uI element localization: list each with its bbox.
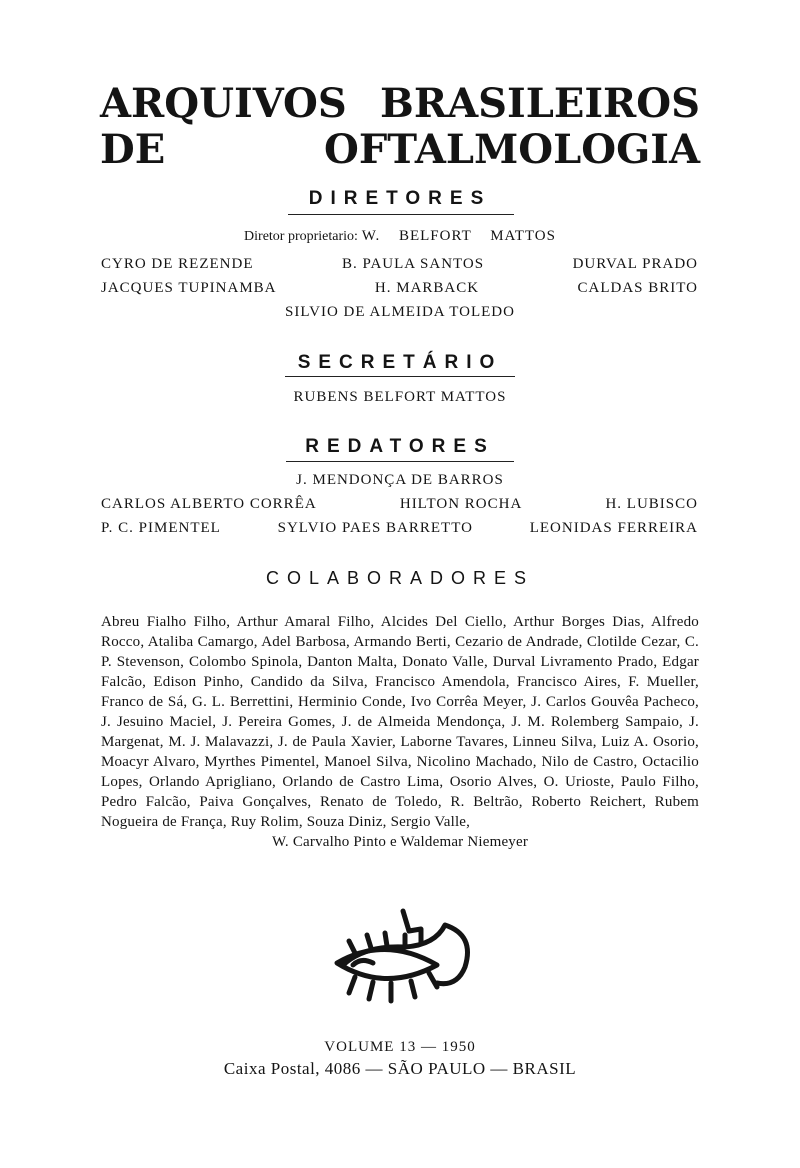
director-name: B. PAULA SANTOS — [341, 256, 485, 272]
journal-title-line-2 — [100, 128, 700, 172]
collaborators-list — [101, 612, 699, 852]
postal-address: Caixa Postal, 4086 — SÃO PAULO — BRASIL — [223, 1059, 577, 1078]
colaboradores-heading: COLABORADORES — [265, 568, 535, 588]
director-name: SILVIO DE ALMEIDA TOLEDO — [285, 304, 515, 320]
director-name: CALDAS BRITO — [577, 280, 698, 296]
collaborators-last-line: W. Carvalho Pinto e Waldemar Niemeyer — [271, 834, 529, 850]
director-name: H. MARBACK — [374, 280, 480, 296]
diretores-heading: DIRETORES — [308, 188, 492, 209]
editor-name: HILTON ROCHA — [399, 496, 523, 512]
director-owner-line — [0, 228, 800, 245]
secretario-heading: SECRETÁRIO — [297, 352, 503, 373]
fish-eye-emblem-icon — [325, 905, 475, 1015]
editor-name: CARLOS ALBERTO CORRÊA — [101, 496, 317, 512]
editors-row-3 — [101, 520, 698, 537]
editor-name: J. MENDONÇA DE BARROS — [296, 472, 504, 488]
heading-underline — [285, 376, 515, 377]
editor-name: H. LUBISCO — [605, 496, 698, 512]
editor-name: P. C. PIMENTEL — [101, 520, 221, 536]
title-word: OFTALMOLOGIA — [324, 126, 700, 173]
title-word: BRASILEIROS — [380, 80, 700, 127]
director-name: DURVAL PRADO — [572, 256, 698, 272]
director-owner-name: W. BELFORT MATTOS — [361, 228, 556, 244]
title-word: ARQUIVOS — [100, 80, 347, 127]
directors-row-2 — [101, 280, 698, 297]
directors-row-1 — [101, 256, 698, 273]
volume-year: VOLUME 13 — 1950 — [324, 1039, 476, 1055]
title-word: DE — [100, 126, 166, 173]
heading-underline — [286, 461, 514, 462]
editor-name: LEONIDAS FERREIRA — [529, 520, 698, 536]
director-name: JACQUES TUPINAMBA — [101, 280, 277, 296]
redatores-heading: REDATORES — [305, 436, 495, 457]
editor-name: SYLVIO PAES BARRETTO — [277, 520, 473, 536]
secretary-name: RUBENS BELFORT MATTOS — [293, 389, 507, 405]
journal-title-line-1 — [100, 82, 700, 126]
heading-underline — [288, 214, 514, 215]
director-name: CYRO DE REZENDE — [101, 256, 254, 272]
editors-row-2 — [101, 496, 698, 513]
collaborators-names: Abreu Fialho Filho, Arthur Amaral Filho, Alcides Del Ciello, Arthur Borges Dias, Alfredo Rocco, Ataliba Camargo, Adel Barbosa, Armando Berti, Cezario de Andrade, Clotilde Cezar, C. P. Stevenson, Colombo Spinola, Danton Malta, Donato Valle, Durval Livramento Prado, Edgar Falcão, Edison Pinho, Candido da Silva, Francisco Amendola, Francisco Aires, F. Mueller, Franco de Sá, G. L. Berrettini, Herminio Conde, Ivo Corrêa Meyer, J. Carlos Gouvêa Pacheco, J. Jesuino Maciel, J. Pereira Gomes, J. de Almeida Mendonça, J. M. Rolemberg Sampaio, J. Margenat, M. J. Malavazzi, J. de Paula Xavier, Laborne Tavares, Linneu Silva, Luiz A. Osorio, Moacyr Alvaro, Myrthes Pimentel, Manoel Silva, Nicolino Machado, Nilo de Castro, Octacilio Lopes, Orlando Aprigliano, Orlando de Castro Lima, Osorio Alves, O. Urioste, Paulo Filho, Pedro Falcão, Paiva Gonçalves, Renato de Toledo, R. Beltrão, Roberto Reichert, Rubem Nogueira de França, Ruy Rolim, Souza Diniz, Sergio Valle, — [101, 614, 699, 830]
director-owner-label: Diretor proprietario: — [244, 229, 358, 244]
